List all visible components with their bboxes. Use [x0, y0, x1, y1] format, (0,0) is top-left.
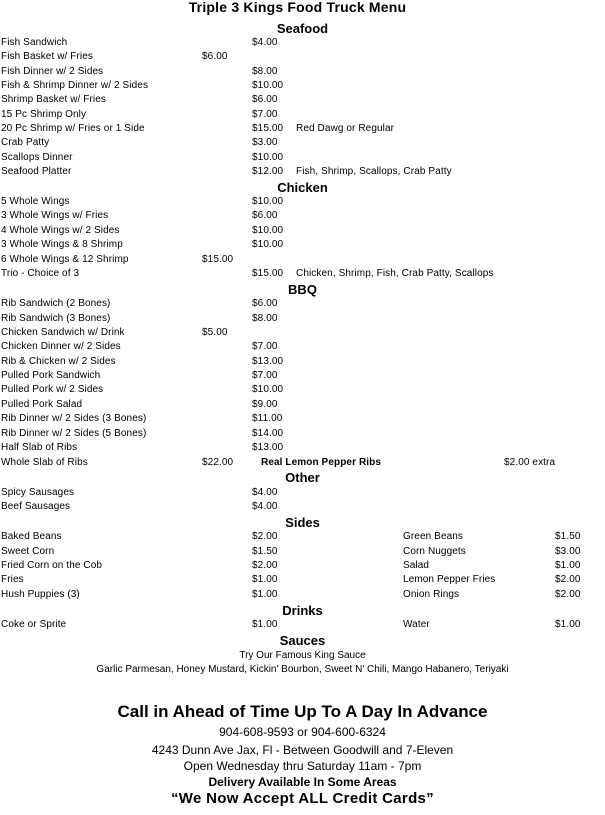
item-price: $15.00 — [202, 254, 234, 265]
item-name: Salad — [403, 560, 430, 571]
item-price: $12.00 — [252, 166, 284, 177]
item-price: $4.00 — [252, 501, 278, 512]
item-price: $7.00 — [252, 341, 278, 352]
menu-row — [0, 109, 605, 123]
menu-row — [0, 196, 605, 210]
menu-row — [0, 166, 605, 180]
item-name: Scallops Dinner — [1, 152, 73, 163]
item-price: $15.00 — [252, 268, 284, 279]
item-price: $2.00 — [252, 531, 278, 542]
menu-row — [0, 531, 605, 545]
item-price: $1.00 — [252, 574, 278, 585]
menu-row — [0, 428, 605, 442]
menu-row — [0, 356, 605, 370]
menu-row — [0, 210, 605, 224]
menu-row — [0, 589, 605, 603]
menu-row — [0, 574, 605, 588]
item-name: Seafood Platter — [1, 166, 72, 177]
item-price: $2.00 — [555, 574, 581, 585]
item-name: Coke or Sprite — [1, 619, 67, 630]
item-price: $11.00 — [252, 413, 283, 424]
item-price: $22.00 — [202, 457, 234, 468]
item-name: Pulled Pork w/ 2 Sides — [1, 384, 104, 395]
item-price: $2.00 — [252, 560, 278, 571]
item-price: $10.00 — [252, 80, 284, 91]
phone-numbers: 904-608-9593 or 904-600-6324 — [219, 725, 386, 739]
section-heading-seafood: Seafood — [276, 21, 329, 36]
item-name: Fried Corn on the Cob — [1, 560, 103, 571]
item-price: $13.00 — [252, 356, 284, 367]
item-name: 6 Whole Wings & 12 Shrimp — [1, 254, 129, 265]
item-price: $15.00 — [252, 123, 284, 134]
item-name: 3 Whole Wings & 8 Shrimp — [1, 239, 123, 250]
section-heading-bbq: BBQ — [288, 282, 317, 297]
item-name: Spicy Sausages — [1, 487, 75, 498]
item-price: $3.00 — [252, 137, 278, 148]
item-name: Pulled Pork Sandwich — [1, 370, 101, 381]
item-name: Chicken Sandwich w/ Drink — [1, 327, 125, 338]
item-name: Whole Slab of Ribs — [1, 457, 88, 468]
item-price: $1.00 — [252, 589, 278, 600]
section-heading-other: Other — [285, 470, 320, 485]
item-price: $7.00 — [252, 109, 278, 120]
menu-row — [0, 225, 605, 239]
hours: Open Wednesday thru Saturday 11am - 7pm — [183, 759, 422, 773]
item-note: Chicken, Shrimp, Fish, Crab Patty, Scallops — [296, 268, 494, 279]
item-price: $8.00 — [252, 313, 278, 324]
item-name: Corn Nuggets — [403, 546, 466, 557]
item-name: 4 Whole Wings w/ 2 Sides — [1, 225, 120, 236]
menu-row — [0, 239, 605, 253]
item-name: Water — [403, 619, 430, 630]
section-heading-sauces: Sauces — [279, 633, 326, 648]
credit-card-note: “We Now Accept ALL Credit Cards” — [171, 790, 434, 807]
menu-row — [0, 51, 605, 65]
menu-row — [0, 370, 605, 384]
item-name: Fish & Shrimp Dinner w/ 2 Sides — [1, 80, 149, 91]
item-price: $13.00 — [252, 442, 284, 453]
item-price: $10.00 — [252, 239, 284, 250]
call-ahead-banner: Call in Ahead of Time Up To A Day In Advance — [117, 702, 488, 721]
item-name: Lemon Pepper Fries — [403, 574, 496, 585]
menu-row — [0, 313, 605, 327]
item-name: 20 Pc Shrimp w/ Fries or 1 Side — [1, 123, 145, 134]
menu-row — [0, 254, 605, 268]
menu-row — [0, 546, 605, 560]
item-price: $8.00 — [252, 66, 278, 77]
item-price: $6.00 — [202, 51, 228, 62]
item-price: $2.00 — [555, 589, 581, 600]
sauce-tagline: Try Our Famous King Sauce — [239, 650, 366, 661]
item-name: Rib Dinner w/ 2 Sides (5 Bones) — [1, 428, 147, 439]
item-price: $1.50 — [252, 546, 278, 557]
item-price: $1.00 — [555, 619, 581, 630]
item-name: Crab Patty — [1, 137, 50, 148]
delivery-note: Delivery Available In Some Areas — [208, 775, 397, 789]
menu-row — [0, 298, 605, 312]
item-name: Half Slab of Ribs — [1, 442, 78, 453]
menu-row — [0, 137, 605, 151]
item-name: Shrimp Basket w/ Fries — [1, 94, 107, 105]
item-price: $5.00 — [202, 327, 228, 338]
sauce-list: Garlic Parmesan, Honey Mustard, Kickin' Bourbon, Sweet N' Chili, Mango Habanero, Teriyaki — [96, 664, 509, 675]
special-label: Real Lemon Pepper Ribs — [261, 457, 382, 468]
item-name: Onion Rings — [403, 589, 460, 600]
item-price: $7.00 — [252, 370, 278, 381]
menu-row — [0, 501, 605, 515]
item-price: $4.00 — [252, 37, 278, 48]
item-price: $10.00 — [252, 196, 284, 207]
item-name: 15 Pc Shrimp Only — [1, 109, 87, 120]
item-name: Rib Sandwich (2 Bones) — [1, 298, 111, 309]
item-note: Fish, Shrimp, Scallops, Crab Patty — [296, 166, 452, 177]
menu-row — [0, 442, 605, 456]
menu-row — [0, 619, 605, 633]
item-name: 5 Whole Wings — [1, 196, 70, 207]
menu-row — [0, 80, 605, 94]
item-name: Rib & Chicken w/ 2 Sides — [1, 356, 116, 367]
menu-row — [0, 152, 605, 166]
menu-row — [0, 560, 605, 574]
item-name: Green Beans — [403, 531, 464, 542]
menu-row — [0, 457, 605, 471]
item-price: $10.00 — [252, 225, 284, 236]
menu-title: Triple 3 Kings Food Truck Menu — [188, 0, 407, 15]
item-price: $10.00 — [252, 384, 284, 395]
item-name: Fish Sandwich — [1, 37, 68, 48]
item-price: $14.00 — [252, 428, 284, 439]
item-price: $1.00 — [555, 560, 581, 571]
item-name: Fish Basket w/ Fries — [1, 51, 94, 62]
menu-row — [0, 94, 605, 108]
item-price: $1.00 — [252, 619, 278, 630]
item-price: $6.00 — [252, 210, 278, 221]
menu-row — [0, 384, 605, 398]
item-name: 3 Whole Wings w/ Fries — [1, 210, 109, 221]
item-price: $1.50 — [555, 531, 581, 542]
menu-row — [0, 37, 605, 51]
address: 4243 Dunn Ave Jax, Fl - Between Goodwill and 7-Eleven — [151, 743, 454, 757]
section-heading-chicken: Chicken — [277, 180, 328, 195]
item-price: $6.00 — [252, 94, 278, 105]
item-name: Fries — [1, 574, 24, 585]
item-name: Trio - Choice of 3 — [1, 268, 80, 279]
item-name: Pulled Pork Salad — [1, 399, 83, 410]
item-name: Chicken Dinner w/ 2 Sides — [1, 341, 121, 352]
item-note: Red Dawg or Regular — [296, 123, 395, 134]
item-name: Beef Sausages — [1, 501, 71, 512]
menu-row — [0, 66, 605, 80]
item-name: Rib Dinner w/ 2 Sides (3 Bones) — [1, 413, 147, 424]
menu-row — [0, 487, 605, 501]
item-price: $6.00 — [252, 298, 278, 309]
item-name: Baked Beans — [1, 531, 62, 542]
section-heading-drinks: Drinks — [282, 603, 323, 618]
item-name: Hush Puppies (3) — [1, 589, 80, 600]
menu-row — [0, 268, 605, 282]
menu-row — [0, 341, 605, 355]
item-name: Sweet Corn — [1, 546, 55, 557]
item-name: Fish Dinner w/ 2 Sides — [1, 66, 104, 77]
item-price: $9.00 — [252, 399, 278, 410]
item-price: $3.00 — [555, 546, 581, 557]
item-name: Rib Sandwich (3 Bones) — [1, 313, 111, 324]
menu-row — [0, 399, 605, 413]
section-heading-sides: Sides — [285, 515, 320, 530]
item-price: $4.00 — [252, 487, 278, 498]
item-price: $10.00 — [252, 152, 284, 163]
extra-price: $2.00 extra — [504, 457, 556, 468]
menu-row — [0, 327, 605, 341]
menu-row — [0, 413, 605, 427]
menu-row — [0, 123, 605, 137]
